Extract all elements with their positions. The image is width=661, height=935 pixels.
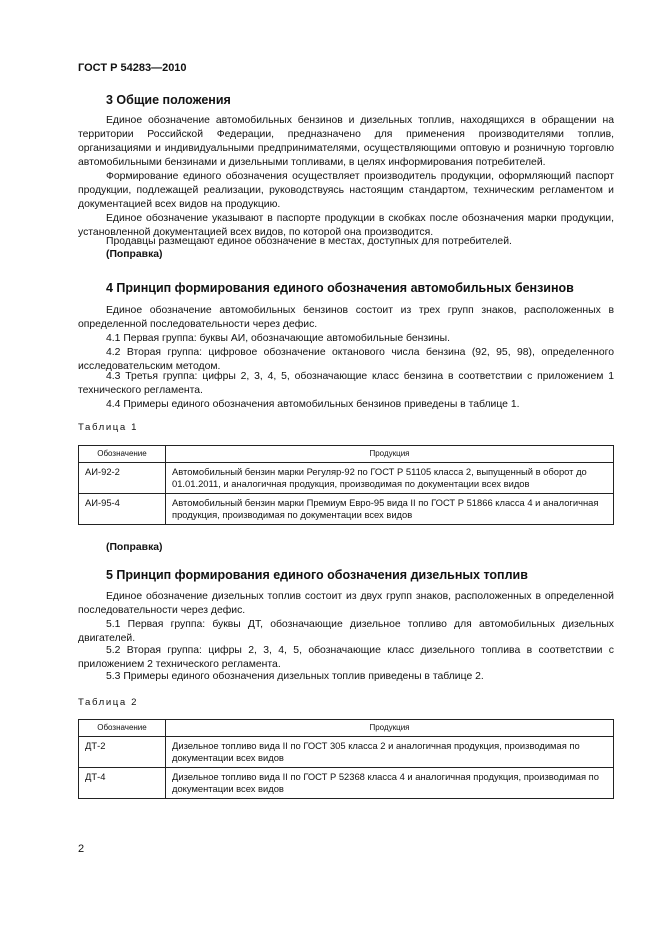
table-1-caption: Таблица 1 [78, 422, 139, 433]
table-header-row [79, 446, 614, 463]
section-3-paragraph-2: Формирование единого обозначения осуществляет производитель продукции, оформляющий паспорт продукции, подлежащей реализации, руководствуясь настоящим стандартом, техническим регламентом и документацией всех видов на продукцию. [78, 171, 614, 210]
section-4-paragraph-1: Единое обозначение автомобильных бензинов состоит из трех групп знаков, расположенных в определенной последовательности через дефис. [78, 305, 614, 330]
standard-designation: ГОСТ Р 54283—2010 [78, 62, 187, 74]
designation-cell: АИ-92-2 [79, 463, 166, 494]
section-5-title: 5 Принцип формирования единого обозначения дизельных топлив [106, 568, 528, 582]
section-5-paragraph-3: 5.2 Вторая группа: цифры 2, 3, 4, 5, обозначающие класс дизельного топлива в соответствии с приложением 2 технического регламента. [78, 645, 614, 670]
section-4-paragraph-2: 4.1 Первая группа: буквы АИ, обозначающие автомобильные бензины. [106, 333, 450, 344]
column-header-designation: Обозначение [79, 720, 166, 737]
section-3-title: 3 Общие положения [106, 93, 231, 107]
section-3-paragraph-4: Продавцы размещают единое обозначение в местах, доступных для потребителей. [106, 236, 512, 247]
section-5-paragraph-1: Единое обозначение дизельных топлив состоит из двух групп знаков, расположенных в определенной последовательности через дефис. [78, 591, 614, 616]
section-3-paragraph-3: Единое обозначение указывают в паспорте продукции в скобках после обозначения марки продукции, установленной документацией всех видов, по которой она производится. [78, 213, 614, 238]
column-header-product: Продукция [166, 446, 614, 463]
page-number: 2 [78, 843, 85, 855]
product-cell: Автомобильный бензин марки Регуляр-92 по ГОСТ Р 51105 класса 2, выпущенный в оборот до 01.01.2011, и аналогичная продукция, производимая по документации всех видов [166, 463, 614, 494]
section-4-paragraph-4: 4.3 Третья группа: цифры 2, 3, 4, 5, обозначающие класс бензина в соответствии с приложением 1 технического регламента. [78, 371, 614, 396]
table-1 [78, 445, 614, 525]
section-4-title: 4 Принцип формирования единого обозначения автомобильных бензинов [106, 281, 574, 295]
table-2-caption: Таблица 2 [78, 697, 139, 708]
section-4-paragraph-5: 4.4 Примеры единого обозначения автомобильных бензинов приведены в таблице 1. [106, 399, 520, 410]
designation-cell: ДТ-4 [79, 768, 166, 799]
section-5-paragraph-2: 5.1 Первая группа: буквы ДТ, обозначающие дизельное топливо для автомобильных дизельных двигателей. [78, 619, 614, 644]
product-cell: Автомобильный бензин марки Премиум Евро-95 вида II по ГОСТ Р 51866 класса 4 и аналогичная продукция, производимая по документации всех видов [166, 494, 614, 525]
column-header-product: Продукция [166, 720, 614, 737]
table-row [79, 494, 614, 525]
table-row [79, 463, 614, 494]
table-row [79, 768, 614, 799]
table-header-row [79, 720, 614, 737]
designation-cell: АИ-95-4 [79, 494, 166, 525]
section-4-amendment-note: (Поправка) [106, 542, 163, 553]
section-5-paragraph-4: 5.3 Примеры единого обозначения дизельных топлив приведены в таблице 2. [106, 671, 484, 682]
table-row [79, 737, 614, 768]
section-3-paragraph-1: Единое обозначение автомобильных бензинов и дизельных топлив, находящихся в обращении на территории Российской Федерации, предназначено для применения производителями топлив, организациями и индивидуальными предпринимателями, осуществляющими оптовую и розничную торговлю автомобильными бензинами и дизельными топливами, в целях информирования потребителей. [78, 115, 614, 168]
product-cell: Дизельное топливо вида II по ГОСТ Р 52368 класса 4 и аналогичная продукция, производимая по документации всех видов [166, 768, 614, 799]
designation-cell: ДТ-2 [79, 737, 166, 768]
table-2 [78, 719, 614, 799]
section-4-paragraph-3: 4.2 Вторая группа: цифровое обозначение октанового числа бензина (92, 95, 98), определенного исследовательским методом. [78, 347, 614, 372]
product-cell: Дизельное топливо вида II по ГОСТ 305 класса 2 и аналогичная продукция, производимая по документации всех видов [166, 737, 614, 768]
column-header-designation: Обозначение [79, 446, 166, 463]
section-3-amendment-note: (Поправка) [106, 249, 163, 260]
